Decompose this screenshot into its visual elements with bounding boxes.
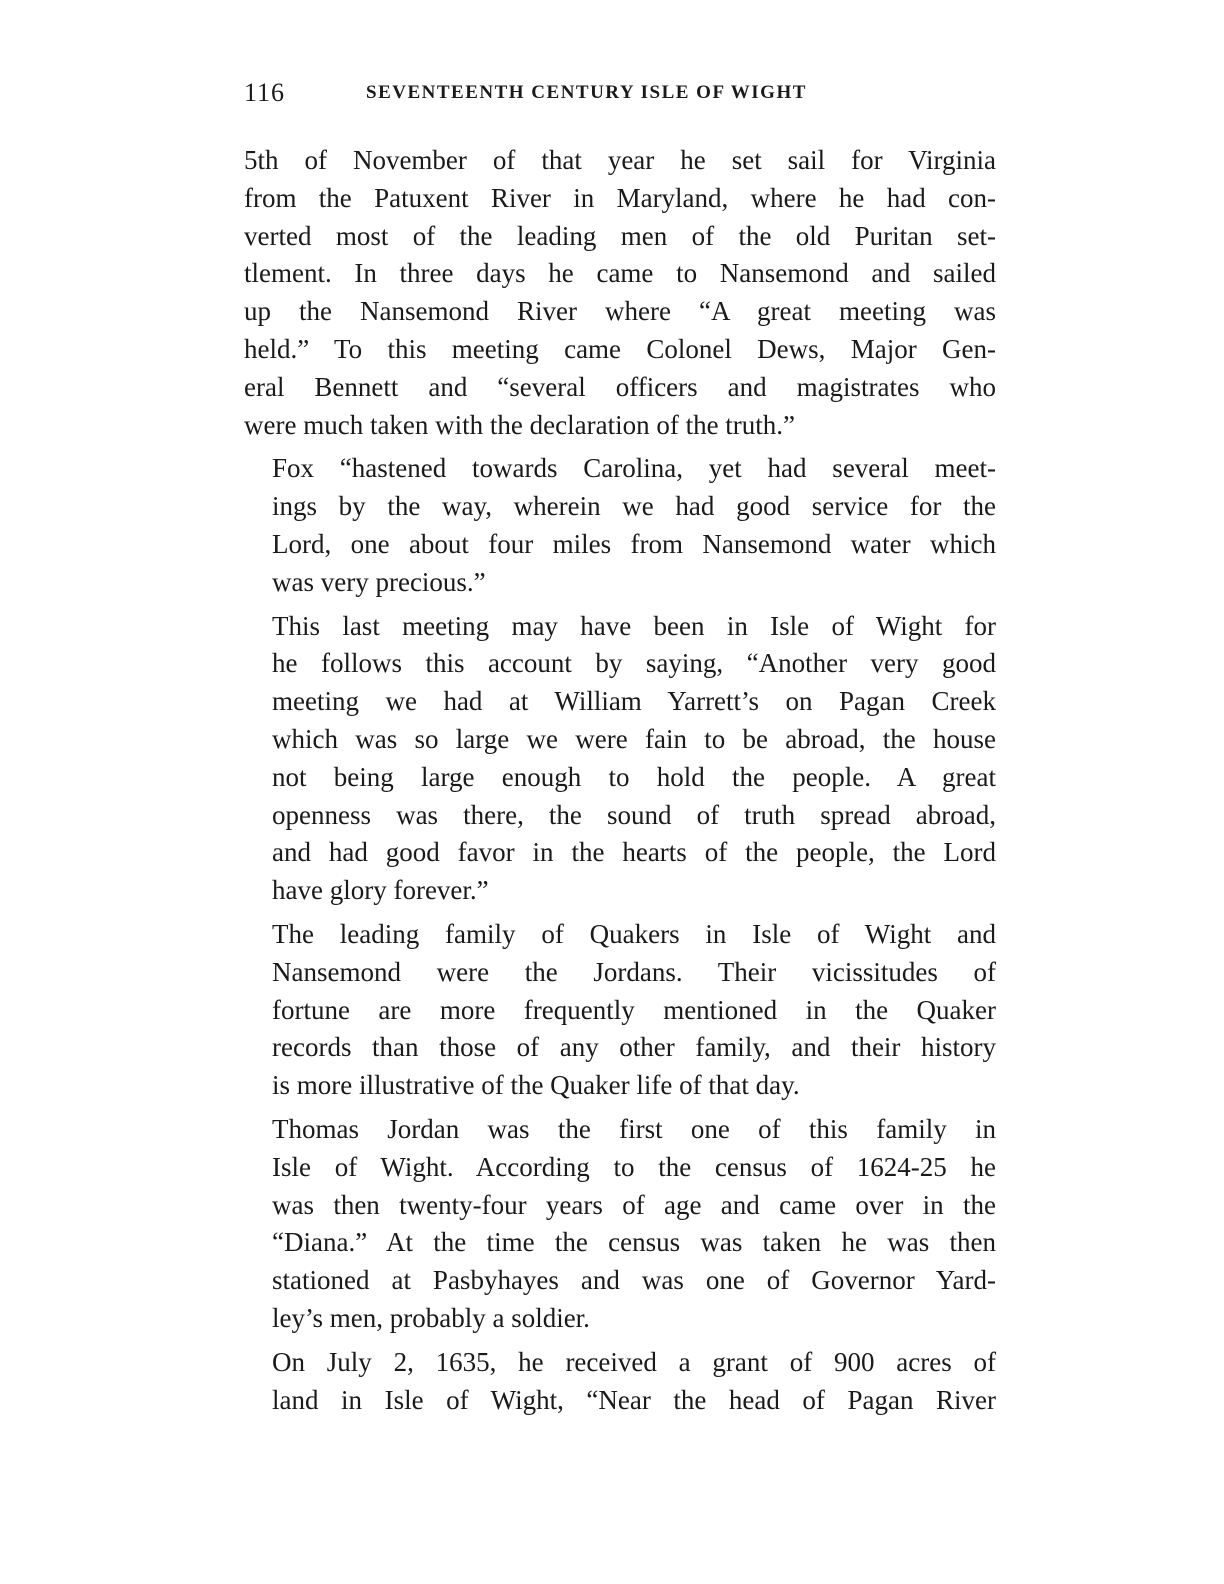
text-line: “Diana.” At the time the census was taken he was then: [272, 1227, 996, 1258]
text-line: were much taken with the declaration of the truth.”: [244, 409, 796, 440]
running-head: [244, 78, 996, 112]
text-line: up the Nansemond River where “A great meeting was: [244, 296, 996, 327]
text-line: is more illustrative of the Quaker life of that day.: [272, 1070, 800, 1101]
text-line: and had good favor in the hearts of the people, the Lord: [272, 837, 996, 868]
text-line: records than those of any other family, and their history: [272, 1032, 996, 1063]
text-line: tlement. In three days he came to Nansemond and sailed: [244, 258, 996, 289]
paragraph: [244, 142, 996, 444]
text-line: This last meeting may have been in Isle of Wight for: [272, 610, 996, 641]
paragraph: [244, 1344, 996, 1420]
text-line: which was so large we were fain to be abroad, the house: [272, 723, 996, 754]
text-line: Lord, one about four miles from Nansemond water which: [272, 528, 996, 559]
text-line: from the Patuxent River in Maryland, where he had con-: [244, 182, 996, 213]
paragraph: [244, 608, 996, 910]
text-line: meeting we had at William Yarrett’s on Pagan Creek: [272, 686, 996, 717]
text-line: verted most of the leading men of the old Puritan set-: [244, 220, 996, 251]
text-line: eral Bennett and “several officers and magistrates who: [244, 371, 996, 402]
text-line: was then twenty-four years of age and came over in the: [272, 1189, 996, 1220]
text-line: On July 2, 1635, he received a grant of 900 acres of: [272, 1346, 996, 1377]
book-page: [244, 78, 996, 1425]
text-line: fortune are more frequently mentioned in the Quaker: [272, 994, 996, 1025]
text-line: ings by the way, wherein we had good service for the: [272, 491, 996, 522]
text-line: was very precious.”: [272, 566, 486, 597]
text-line: The leading family of Quakers in Isle of Wight and: [272, 918, 996, 949]
text-line: Nansemond were the Jordans. Their vicissitudes of: [272, 956, 996, 987]
body-text: [244, 142, 996, 1419]
paragraph: [244, 916, 996, 1105]
text-line: Thomas Jordan was the first one of this family in: [272, 1113, 996, 1144]
text-line: stationed at Pasbyhayes and was one of Governor Yard-: [272, 1265, 996, 1296]
text-line: he follows this account by saying, “Another very good: [272, 648, 996, 679]
text-line: Isle of Wight. According to the census of 1624-25 he: [272, 1151, 996, 1182]
text-line: ley’s men, probably a soldier.: [272, 1302, 590, 1333]
text-line: not being large enough to hold the people. A great: [272, 761, 996, 792]
text-line: openness was there, the sound of truth spread abroad,: [272, 799, 996, 830]
paragraph: [244, 450, 996, 601]
text-line: 5th of November of that year he set sail for Virginia: [244, 145, 996, 175]
paragraph: [244, 1111, 996, 1338]
text-line: have glory forever.”: [272, 875, 489, 906]
running-title: SEVENTEENTH CENTURY ISLE OF WIGHT: [366, 82, 807, 103]
page-number: 116: [244, 78, 286, 107]
text-line: Fox “hastened towards Carolina, yet had several meet-: [272, 453, 996, 484]
text-line: land in Isle of Wight, “Near the head of Pagan River: [272, 1384, 996, 1415]
text-line: held.” To this meeting came Colonel Dews, Major Gen-: [244, 333, 996, 364]
